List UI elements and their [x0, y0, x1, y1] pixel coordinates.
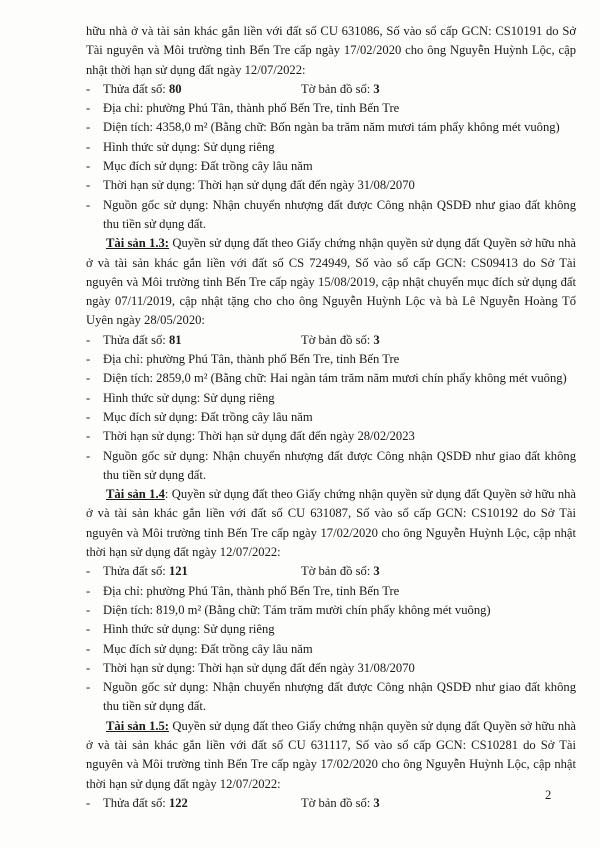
bullet-dash: - [86, 641, 91, 656]
asset-label: Tài sản 1.5: [106, 718, 170, 733]
bullet-dash: - [86, 429, 91, 444]
bullet-dash: - [86, 390, 91, 405]
asset-label: Tài sản 1.3: [106, 236, 170, 251]
usage-form-text: Hình thức sử dụng: Sử dụng riêng [103, 622, 275, 637]
list-item [86, 582, 576, 601]
usage-term-text: Thời hạn sử dụng: Thời hạn sử dụng đất đến ngày 31/08/2070 [103, 660, 415, 675]
area-text: Diện tích: 2859,0 m² (Bằng chữ: Hai ngàn tám trăm năm mươi chín phẩy không mét vuông) [103, 371, 567, 386]
asset-description: Quyền sử dụng đất theo Giấy chứng nhận quyền sử dụng đất Quyền sở hữu nhà ở và tài sản khác gắn liền với đất số CS 724949, Số vào sổ cấp GCN: CS09413 do Sở Tài nguyên và Môi trường tỉnh Bến Tre cấp ngày 15/08/2019, cập nhật chuyển mục đích sử dụng đất ngày 07/11/2019, cập nhật tặng cho cho ông Nguyễn Huỳnh Lộc và bà Lê Nguyễn Hoàng Tố Uyên ngày 28/05/2020: [86, 236, 577, 328]
map-sheet-number: 3 [373, 795, 380, 810]
parcel-number: 121 [168, 564, 188, 579]
list-item [86, 138, 576, 157]
usage-form-text: Hình thức sử dụng: Sử dụng riêng [103, 390, 275, 405]
parcel-label: Thửa đất số: [103, 81, 169, 96]
list-item [86, 118, 576, 137]
list-item [86, 659, 576, 678]
usage-form-text: Hình thức sử dụng: Sử dụng riêng [103, 139, 275, 154]
document-body [86, 22, 576, 813]
bullet-dash: - [86, 352, 91, 367]
parcel-line-80 [86, 80, 576, 99]
map-sheet-number: 3 [373, 81, 380, 96]
usage-purpose-text: Mục đích sử dụng: Đất trồng cây lâu năm [103, 641, 313, 656]
asset-1-5-paragraph [86, 717, 576, 794]
bullet-dash: - [86, 120, 91, 135]
bullet-dash: - [86, 795, 91, 810]
parcel-label: Thửa đất số: [103, 795, 169, 810]
usage-term-text: Thời hạn sử dụng: Thời hạn sử dụng đất đến ngày 28/02/2023 [103, 429, 415, 444]
list-item [86, 350, 576, 369]
page-number: 2 [545, 788, 552, 802]
list-item [86, 620, 576, 639]
asset-description: Quyền sử dụng đất theo Giấy chứng nhận quyền sử dụng đất Quyền sở hữu nhà ở và tài sản khác gắn liền với đất số CU 631117, Số vào sổ cấp GCN: CS10281 do Sở Tài nguyên và Môi trường tỉnh Bến Tre cấp ngày 17/02/2020 cho ông Nguyễn Huỳnh Lộc, cập nhật thời hạn sử dụng đất ngày 12/07/2022: [86, 718, 577, 791]
bullet-dash: - [86, 583, 91, 598]
list-item [86, 157, 576, 176]
usage-purpose-text: Mục đích sử dụng: Đất trồng cây lâu năm [103, 409, 313, 424]
map-sheet-number: 3 [373, 564, 380, 579]
list-item [86, 176, 576, 195]
list-item [86, 369, 576, 388]
bullet-dash: - [86, 660, 91, 675]
parcel-number: 122 [168, 795, 188, 810]
map-sheet-number: 3 [373, 332, 380, 347]
bullet-dash: - [86, 81, 91, 96]
usage-origin-text: Nguồn gốc sử dụng: Nhận chuyển nhượng đất được Công nhận QSDĐ như giao đất không thu tiền sử dụng đất. [103, 197, 576, 231]
intro-paragraph: hữu nhà ở và tài sản khác gắn liền với đất số CU 631086, Số vào sổ cấp GCN: CS10191 do Sở Tài nguyên và Môi trường tỉnh Bến Tre cấp ngày 17/02/2020 cho ông Nguyễn Huỳnh Lộc, cập nhật thời hạn sử dụng đất ngày 12/07/2022: [86, 24, 576, 77]
bullet-dash: - [86, 197, 91, 212]
list-item [86, 389, 576, 408]
map-sheet-label: Tờ bản đồ số: [301, 81, 374, 96]
address-text: Địa chỉ: phường Phú Tân, thành phố Bến Tre, tỉnh Bến Tre [103, 583, 400, 598]
area-text: Diện tích: 4358,0 m² (Bằng chữ: Bốn ngàn ba trăm năm mươi tám phẩy không mét vuông) [103, 120, 560, 135]
parcel-number: 81 [168, 332, 182, 347]
list-item [86, 447, 576, 486]
map-sheet-label: Tờ bản đồ số: [301, 795, 374, 810]
parcel-line-121 [86, 562, 576, 581]
parcel-number: 80 [168, 81, 182, 96]
parcel-label: Thửa đất số: [103, 564, 169, 579]
usage-origin-text: Nguồn gốc sử dụng: Nhận chuyển nhượng đất được Công nhận QSDĐ như giao đất không thu tiền sử dụng đất. [103, 680, 576, 714]
list-item [86, 601, 576, 620]
address-text: Địa chỉ: phường Phú Tân, thành phố Bến Tre, tỉnh Bến Tre [103, 101, 400, 116]
list-item [86, 196, 576, 235]
asset-1-4-paragraph [86, 485, 576, 562]
map-sheet-label: Tờ bản đồ số: [301, 564, 374, 579]
bullet-dash: - [86, 622, 91, 637]
list-item [86, 427, 576, 446]
bullet-dash: - [86, 101, 91, 116]
list-item [86, 678, 576, 717]
bullet-dash: - [86, 371, 91, 386]
list-item [86, 640, 576, 659]
bullet-dash: - [86, 178, 91, 193]
bullet-dash: - [86, 139, 91, 154]
asset-1-3-paragraph [86, 234, 576, 330]
bullet-dash: - [86, 409, 91, 424]
usage-purpose-text: Mục đích sử dụng: Đất trồng cây lâu năm [103, 159, 313, 174]
bullet-dash: - [86, 159, 91, 174]
area-text: Diện tích: 819,0 m² (Bằng chữ: Tám trăm mười chín phẩy không mét vuông) [103, 602, 491, 617]
list-item [86, 99, 576, 118]
bullet-dash: - [86, 332, 91, 347]
bullet-dash: - [86, 448, 91, 463]
bullet-dash: - [86, 564, 91, 579]
address-text: Địa chỉ: phường Phú Tân, thành phố Bến Tre, tỉnh Bến Tre [103, 352, 400, 367]
map-sheet-label: Tờ bản đồ số: [301, 332, 374, 347]
bullet-dash: - [86, 602, 91, 617]
asset-label: Tài sản 1.4 [106, 487, 165, 502]
usage-term-text: Thời hạn sử dụng: Thời hạn sử dụng đất đến ngày 31/08/2070 [103, 178, 415, 193]
parcel-label: Thửa đất số: [103, 332, 169, 347]
bullet-dash: - [86, 680, 91, 695]
asset-description: : Quyền sử dụng đất theo Giấy chứng nhận quyền sử dụng đất Quyền sở hữu nhà ở và tài sản khác gắn liền với đất số CU 631087, Số vào sổ cấp GCN: CS10192 do Sở Tài nguyên và Môi trường tỉnh Bến Tre cấp ngày 17/02/2020 cho ông Nguyễn Huỳnh Lộc, cập nhật thời hạn sử dụng đất ngày 12/07/2022: [86, 487, 577, 560]
parcel-line-81 [86, 331, 576, 350]
list-item [86, 408, 576, 427]
parcel-line-122 [86, 794, 576, 813]
usage-origin-text: Nguồn gốc sử dụng: Nhận chuyển nhượng đất được Công nhận QSDĐ như giao đất không thu tiền sử dụng đất. [103, 448, 576, 482]
